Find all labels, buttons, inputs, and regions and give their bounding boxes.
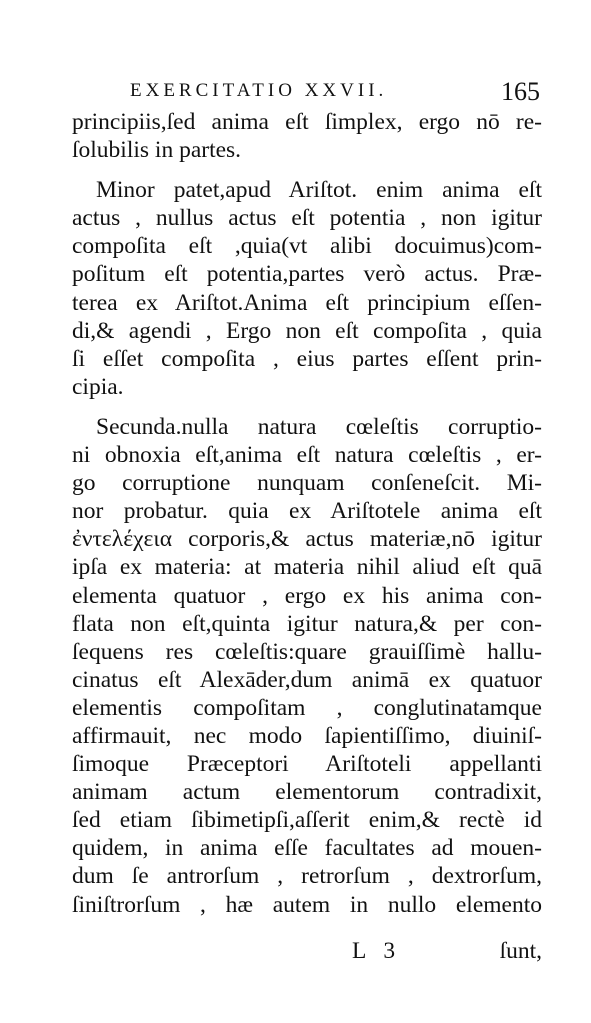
paragraph: [72, 176, 542, 401]
text-line: nor probatur. quia ex Ariſtotele anima eſt: [72, 498, 542, 525]
text-line: terea ex Ariſtot.Anima eſt principium eſſen-: [72, 289, 542, 316]
text-line: Minor patet,apud Ariſtot. enim anima eſt: [96, 177, 542, 204]
body-text: [72, 108, 542, 919]
text-line: ſolubilis in partes.: [72, 137, 242, 164]
text-line: cinatus eſt Alexāder,dum animā ex quatuor: [72, 666, 542, 693]
paragraph: [72, 108, 542, 164]
text-line: Secunda.nulla natura cœleſtis corruptio-: [96, 413, 542, 440]
text-line: ni obnoxia eſt,anima eſt natura cœleſtis , er-: [72, 442, 542, 469]
text-line: ipſa ex materia: at materia nihil aliud eſt quā: [72, 554, 542, 581]
text-line: cipia.: [72, 373, 124, 400]
text-line: ſi eſſet compoſita , eius partes eſſent prin-: [72, 345, 542, 372]
text-line: go corruptione nunquam conſeneſcit. Mi-: [72, 470, 542, 497]
text-line: di,& agendi , Ergo non eſt compoſita , quia: [72, 317, 542, 344]
text-line: actus , nullus actus eſt potentia , non igitur: [72, 205, 542, 232]
text-line: principiis,ſed anima eſt ſimplex, ergo nō re-: [72, 109, 542, 135]
running-head: [130, 77, 540, 106]
text-line: ſiniſtrorſum , hæ autem in nullo elemento: [72, 891, 542, 918]
text-line: ſequens res cœleſtis:quare grauiſſimè hallu-: [72, 638, 542, 665]
text-line: elementa quatuor , ergo ex his anima con-: [72, 582, 542, 609]
text-line: elementis compoſitam , conglutinatamque: [72, 694, 542, 721]
text-line: compoſita eſt ,quia(vt alibi docuimus)com-: [72, 233, 542, 260]
text-line: dum ſe antrorſum , retrorſum , dextrorſum,: [72, 863, 542, 890]
text-line: poſitum eſt potentia,partes verò actus. Præ-: [72, 261, 542, 288]
text-line: affirmauit, nec modo ſapientiſſimo, diuiniſ-: [72, 722, 542, 749]
paragraph: [72, 413, 542, 919]
text-line: ſimoque Præceptori Ariſtoteli appellanti: [72, 751, 542, 778]
signature-mark: L 3: [352, 938, 402, 964]
text-line: ſed etiam ſibimetipſi,aſſerit enim,& rectè id: [72, 807, 542, 834]
text-line: animam actum elementorum contradixit,: [72, 779, 542, 806]
running-title: EXERCITATIO XXVII.: [130, 80, 388, 101]
text-line: quidem, in anima eſſe facultates ad mouen-: [72, 835, 542, 862]
text-line: ἐντελέχεια corporis,& actus materiæ,nō igitur: [72, 526, 542, 553]
catchword: ſunt,: [499, 938, 542, 964]
text-line: flata non eſt,quinta igitur natura,& per con-: [72, 610, 542, 637]
page-number: 165: [501, 77, 540, 106]
